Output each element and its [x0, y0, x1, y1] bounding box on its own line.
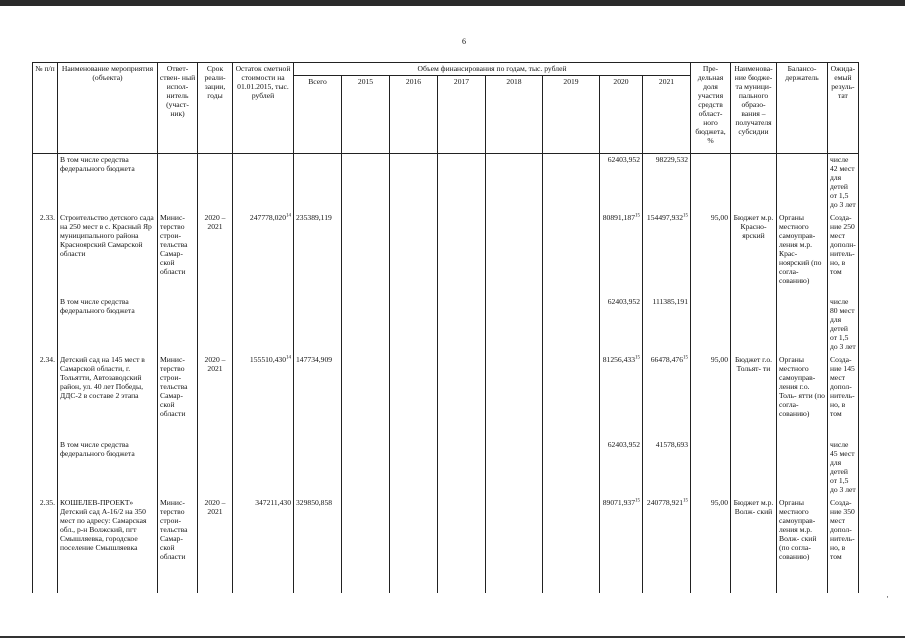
cell-2015 [342, 354, 390, 439]
header-year-2021: 2021 [643, 76, 691, 154]
cell-2017 [438, 212, 486, 296]
cell-holder: Органы местного самоуправ- ления м.р. Крас- ноярский (по согла- сованию) [777, 212, 828, 296]
cell-share: 95,00 [691, 212, 731, 296]
cell-2020: 89071,937$^{15}$ [600, 497, 643, 593]
cell-2015 [342, 212, 390, 296]
cell-2020: 62403,952 [600, 154, 643, 212]
cell-responsible [158, 439, 198, 497]
financing-table [32, 62, 859, 593]
cell-result: числе 45 мест для детей от 1,5 до 3 лет [828, 439, 859, 497]
cell-remaining [233, 154, 294, 212]
cell-2018 [486, 497, 543, 593]
cell-2015 [342, 439, 390, 497]
cell-2018 [486, 439, 543, 497]
cell-2018 [486, 296, 543, 354]
cell-share: 95,00 [691, 354, 731, 439]
bottom-border [0, 636, 905, 638]
cell-2021: 41578,693 [643, 439, 691, 497]
cell-2018 [486, 154, 543, 212]
cell-2016 [390, 212, 438, 296]
cell-term: 2020 – 2021 [198, 497, 233, 593]
cell-no [33, 154, 58, 212]
cell-budget: Бюджет м.р. Красно- ярский [731, 212, 777, 296]
cell-remaining [233, 296, 294, 354]
cell-total [294, 439, 342, 497]
header-responsible: Ответ- ствен- ный испол- нитель (участ- ник) [158, 63, 198, 154]
table-row [33, 354, 859, 439]
header-financing: Объем финансирования по годам, тыс. рублей [294, 63, 691, 76]
cell-name: КОШЕЛЕВ-ПРОЕКТ» Детский сад А-16/2 на 350 мест по адресу: Самарская обл., р-н Волжский, пгт Смышляевка, городское поселение Смышляевка [58, 497, 158, 593]
cell-term [198, 154, 233, 212]
corner-mark: · [886, 592, 889, 602]
header-term: Срок реали- зации, годы [198, 63, 233, 154]
cell-no: 2.35. [33, 497, 58, 593]
cell-holder: Органы местного самоуправ- ления м.р. Волж- ский (по согла- сованию) [777, 497, 828, 593]
cell-responsible: Минис- терство строи- тельства Самар- ской области [158, 497, 198, 593]
cell-2020: 80891,187$^{15}$ [600, 212, 643, 296]
cell-responsible [158, 154, 198, 212]
header-no: № п/п [33, 63, 58, 154]
cell-total [294, 154, 342, 212]
cell-name: В том числе средства федерального бюджета [58, 296, 158, 354]
table-row [33, 497, 859, 593]
table-body [33, 154, 859, 593]
cell-budget [731, 439, 777, 497]
table-row [33, 296, 859, 354]
cell-budget [731, 154, 777, 212]
cell-term [198, 296, 233, 354]
cell-remaining: 155510,430$^{14}$ [233, 354, 294, 439]
cell-result: числе 80 мест для детей от 1,5 до 3 лет [828, 296, 859, 354]
cell-holder [777, 154, 828, 212]
cell-term: 2020 – 2021 [198, 354, 233, 439]
cell-2015 [342, 497, 390, 593]
cell-2019 [543, 154, 600, 212]
cell-2017 [438, 154, 486, 212]
cell-2020: 62403,952 [600, 296, 643, 354]
header-row-1 [33, 63, 859, 76]
cell-result: Созда- ние 350 мест допол- нитель- но, в том [828, 497, 859, 593]
cell-result: Созда- ние 250 мест дополн- нитель- но, в том [828, 212, 859, 296]
cell-2018 [486, 212, 543, 296]
cell-remaining: 247778,020$^{14}$ [233, 212, 294, 296]
header-year-2017: 2017 [438, 76, 486, 154]
cell-budget [731, 296, 777, 354]
cell-2019 [543, 296, 600, 354]
cell-name: Детский сад на 145 мест в Самарской области, г. Тольятти, Автозаводский район, ул. 40 лет Победы, ДДС-2 в составе 2 этапа [58, 354, 158, 439]
cell-2017 [438, 439, 486, 497]
cell-holder [777, 439, 828, 497]
cell-2021: 240778,921$^{15}$ [643, 497, 691, 593]
header-budget-name: Наименова- ние бюдже- та муници- пального образо- вания – получателя субсидии [731, 63, 777, 154]
cell-2016 [390, 354, 438, 439]
cell-responsible: Минис- терство строи- тельства Самар- ской области [158, 354, 198, 439]
header-share: Пре- дельная доля участия средств област- ного бюджета, % [691, 63, 731, 154]
cell-term [198, 439, 233, 497]
cell-2015 [342, 154, 390, 212]
top-border [0, 0, 905, 6]
cell-remaining [233, 439, 294, 497]
header-holder: Балансо- держатель [777, 63, 828, 154]
cell-no [33, 439, 58, 497]
cell-responsible: Минис- терство строи- тельства Самар- ской области [158, 212, 198, 296]
cell-name: В том числе средства федерального бюджета [58, 154, 158, 212]
cell-2021: 66478,476$^{15}$ [643, 354, 691, 439]
cell-remaining: 347211,430 [233, 497, 294, 593]
cell-2020: 62403,952 [600, 439, 643, 497]
cell-2019 [543, 497, 600, 593]
cell-no [33, 296, 58, 354]
cell-budget: Бюджет г.о. Тольят- ти [731, 354, 777, 439]
header-year-2019: 2019 [543, 76, 600, 154]
cell-holder: Органы местного самоуправ- ления г.о. Толь- ятти (по согла- сованию) [777, 354, 828, 439]
cell-2016 [390, 439, 438, 497]
header-year-2015: 2015 [342, 76, 390, 154]
cell-2016 [390, 497, 438, 593]
header-year-2016: 2016 [390, 76, 438, 154]
header-year-2018: 2018 [486, 76, 543, 154]
cell-share [691, 154, 731, 212]
cell-2015 [342, 296, 390, 354]
cell-budget: Бюджет м.р. Волж- ский [731, 497, 777, 593]
header-name: Наименование мероприятия (объекта) [58, 63, 158, 154]
cell-2021: 98229,532 [643, 154, 691, 212]
cell-total: 235389,119 [294, 212, 342, 296]
cell-2020: 81256,433$^{15}$ [600, 354, 643, 439]
cell-share [691, 439, 731, 497]
cell-2019 [543, 439, 600, 497]
cell-2017 [438, 497, 486, 593]
cell-no: 2.34. [33, 354, 58, 439]
header-total: Всего [294, 76, 342, 154]
cell-share [691, 296, 731, 354]
cell-2016 [390, 154, 438, 212]
cell-share: 95,00 [691, 497, 731, 593]
table-row [33, 439, 859, 497]
header-year-2020: 2020 [600, 76, 643, 154]
cell-2017 [438, 296, 486, 354]
cell-result: Созда- ние 145 мест допол- нитель- но, в том [828, 354, 859, 439]
cell-2021: 111385,191 [643, 296, 691, 354]
cell-2018 [486, 354, 543, 439]
header-result: Ожида- емый резуль- тат [828, 63, 859, 154]
cell-2019 [543, 354, 600, 439]
cell-2017 [438, 354, 486, 439]
cell-responsible [158, 296, 198, 354]
cell-total: 329850,858 [294, 497, 342, 593]
cell-no: 2.33. [33, 212, 58, 296]
cell-total: 147734,909 [294, 354, 342, 439]
cell-total [294, 296, 342, 354]
header-remaining: Остаток сметной стоимости на 01.01.2015, тыс. рублей [233, 63, 294, 154]
cell-result: числе 42 мест для детей от 1,5 до 3 лет [828, 154, 859, 212]
cell-2019 [543, 212, 600, 296]
table-row [33, 154, 859, 212]
cell-2016 [390, 296, 438, 354]
page-number: 6 [462, 37, 466, 46]
cell-name: Строительство детского сада на 250 мест в с. Красный Яр муниципального района Красноярский Самарской области [58, 212, 158, 296]
cell-name: В том числе средства федерального бюджета [58, 439, 158, 497]
cell-2021: 154497,932$^{15}$ [643, 212, 691, 296]
table-row [33, 212, 859, 296]
cell-term: 2020 – 2021 [198, 212, 233, 296]
cell-holder [777, 296, 828, 354]
